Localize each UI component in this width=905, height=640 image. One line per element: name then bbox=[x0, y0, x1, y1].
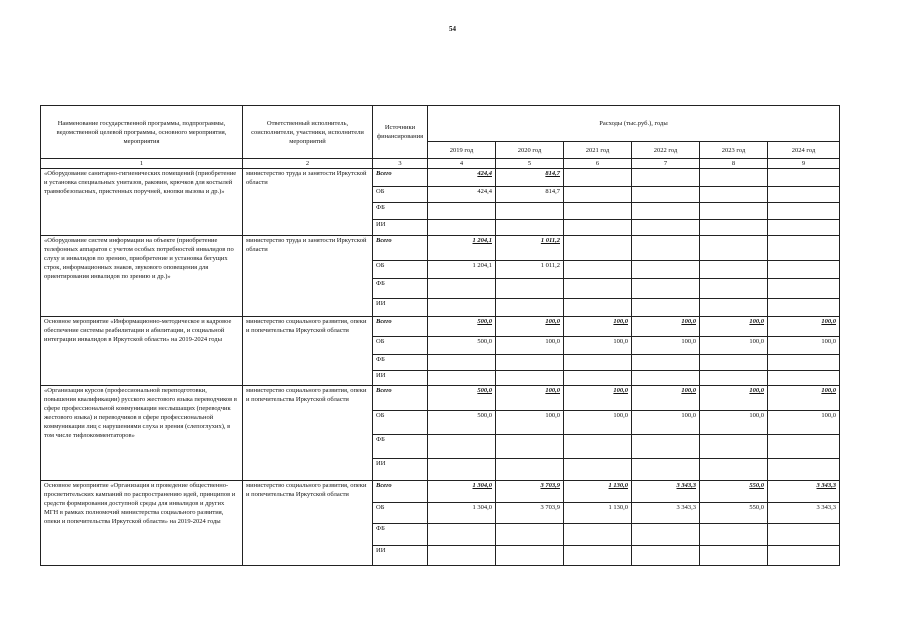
expense-value bbox=[496, 279, 564, 299]
expense-value bbox=[700, 299, 768, 317]
funding-source: ОБ bbox=[373, 503, 428, 524]
column-number: 8 bbox=[700, 159, 768, 169]
expense-value bbox=[632, 435, 700, 459]
expense-value bbox=[564, 187, 632, 203]
expense-value bbox=[428, 435, 496, 459]
column-number: 5 bbox=[496, 159, 564, 169]
expense-value bbox=[496, 371, 564, 386]
header-year: 2021 год bbox=[564, 142, 632, 159]
expense-value: 1 204,1 bbox=[428, 261, 496, 279]
expense-value bbox=[700, 371, 768, 386]
expense-value: 814,7 bbox=[496, 187, 564, 203]
expense-value bbox=[700, 279, 768, 299]
expense-value bbox=[564, 459, 632, 481]
expense-value bbox=[428, 459, 496, 481]
expense-value bbox=[632, 299, 700, 317]
expense-value: 100,0 bbox=[700, 317, 768, 337]
expense-value: 100,0 bbox=[564, 337, 632, 355]
table-row bbox=[41, 481, 840, 503]
expense-value bbox=[700, 236, 768, 261]
expense-value: 3 703,9 bbox=[496, 481, 564, 503]
expense-value bbox=[496, 459, 564, 481]
expense-value: 3 343,3 bbox=[632, 503, 700, 524]
column-number: 4 bbox=[428, 159, 496, 169]
expense-value bbox=[496, 203, 564, 220]
table-row bbox=[41, 236, 840, 261]
expense-value bbox=[632, 261, 700, 279]
executor-name: министерство труда и занятости Иркутской области bbox=[243, 169, 373, 236]
expense-value bbox=[768, 546, 840, 566]
funding-source: ФБ bbox=[373, 524, 428, 546]
column-number: 3 bbox=[373, 159, 428, 169]
expense-value: 1 130,0 bbox=[564, 481, 632, 503]
expense-value bbox=[428, 220, 496, 236]
expense-value: 424,4 bbox=[428, 187, 496, 203]
expense-value: 1 011,2 bbox=[496, 261, 564, 279]
page-number: 54 bbox=[449, 25, 456, 33]
expense-value: 3 343,3 bbox=[632, 481, 700, 503]
executor-name: министерство социального развития, опеки и попечительства Иркутской области bbox=[243, 386, 373, 481]
expense-value bbox=[632, 220, 700, 236]
header-year: 2022 год bbox=[632, 142, 700, 159]
expense-value: 1 304,0 bbox=[428, 481, 496, 503]
expense-value bbox=[564, 236, 632, 261]
expense-value bbox=[700, 355, 768, 371]
expense-value bbox=[428, 299, 496, 317]
expense-value bbox=[564, 435, 632, 459]
funding-source: Всего bbox=[373, 317, 428, 337]
expense-value bbox=[768, 459, 840, 481]
executor-name: министерство социального развития, опеки и попечительства Иркутской области bbox=[243, 481, 373, 566]
expense-value: 100,0 bbox=[632, 411, 700, 435]
column-number: 7 bbox=[632, 159, 700, 169]
executor-name: министерство социального развития, опеки и попечительства Иркутской области bbox=[243, 317, 373, 386]
column-number: 6 bbox=[564, 159, 632, 169]
expense-value bbox=[768, 435, 840, 459]
funding-source: ИИ bbox=[373, 459, 428, 481]
expense-value bbox=[564, 524, 632, 546]
funding-source: ОБ bbox=[373, 411, 428, 435]
expense-value: 1 011,2 bbox=[496, 236, 564, 261]
table-row bbox=[41, 317, 840, 337]
expense-value bbox=[496, 299, 564, 317]
expense-value: 1 304,0 bbox=[428, 503, 496, 524]
expense-value bbox=[428, 355, 496, 371]
funding-source: ОБ bbox=[373, 337, 428, 355]
expense-value bbox=[428, 524, 496, 546]
expense-value bbox=[700, 187, 768, 203]
table-row bbox=[41, 386, 840, 411]
funding-source: ФБ bbox=[373, 203, 428, 220]
expense-value: 500,0 bbox=[428, 411, 496, 435]
expense-value bbox=[564, 371, 632, 386]
header-expenses: Расходы (тыс.руб.), годы bbox=[428, 106, 840, 142]
expense-value bbox=[564, 546, 632, 566]
funding-source: ОБ bbox=[373, 261, 428, 279]
funding-source: ИИ bbox=[373, 371, 428, 386]
funding-source: Всего bbox=[373, 169, 428, 187]
header-year: 2019 год bbox=[428, 142, 496, 159]
funding-source: Всего bbox=[373, 481, 428, 503]
expense-value: 100,0 bbox=[700, 386, 768, 411]
column-number: 9 bbox=[768, 159, 840, 169]
expense-value bbox=[428, 279, 496, 299]
measure-name: Основное мероприятие «Организация и проведение общественно-просветительских кампаний по распространению идей, принципов и средств формирования доступной среды для инвалидов и других МГН в рамках полномочий министерства социального развития, опеки и попечительства Иркутской области» на 2019-2024 годы bbox=[41, 481, 243, 566]
expense-value bbox=[632, 236, 700, 261]
expense-value bbox=[768, 261, 840, 279]
expense-value bbox=[768, 187, 840, 203]
expense-value: 100,0 bbox=[496, 317, 564, 337]
column-number: 2 bbox=[243, 159, 373, 169]
expense-value bbox=[632, 355, 700, 371]
expense-value bbox=[564, 261, 632, 279]
expense-value bbox=[632, 524, 700, 546]
expense-value bbox=[768, 524, 840, 546]
expense-value bbox=[768, 220, 840, 236]
header-year: 2023 год bbox=[700, 142, 768, 159]
expense-value: 100,0 bbox=[496, 411, 564, 435]
funding-source: ОБ bbox=[373, 187, 428, 203]
expense-value: 100,0 bbox=[496, 386, 564, 411]
expense-value bbox=[768, 236, 840, 261]
expense-value bbox=[768, 299, 840, 317]
funding-source: ФБ bbox=[373, 355, 428, 371]
expense-value bbox=[700, 435, 768, 459]
expense-value: 100,0 bbox=[632, 337, 700, 355]
expense-value bbox=[632, 459, 700, 481]
expense-value: 550,0 bbox=[700, 503, 768, 524]
expense-value: 100,0 bbox=[768, 337, 840, 355]
expense-value: 3 343,3 bbox=[768, 503, 840, 524]
expense-value bbox=[700, 169, 768, 187]
funding-source: ФБ bbox=[373, 279, 428, 299]
expense-value: 550,0 bbox=[700, 481, 768, 503]
expense-value bbox=[564, 279, 632, 299]
expenses-table bbox=[40, 105, 840, 566]
expense-value: 100,0 bbox=[564, 317, 632, 337]
header-executor: Ответственный исполнитель, соисполнители, участники, исполнители мероприятий bbox=[243, 106, 373, 159]
expense-value: 100,0 bbox=[564, 386, 632, 411]
expense-value: 500,0 bbox=[428, 386, 496, 411]
expense-value: 3 343,3 bbox=[768, 481, 840, 503]
expense-value bbox=[768, 371, 840, 386]
expense-value bbox=[768, 279, 840, 299]
expense-value bbox=[768, 203, 840, 220]
expense-value bbox=[632, 371, 700, 386]
column-number: 1 bbox=[41, 159, 243, 169]
measure-name: «Оборудование санитарно-гигиенических помещений (приобретение и установка специальных унитазов, раковин, крючков для костылей травмобезопасных, пристенных поручней, кнопки вызова и др.)» bbox=[41, 169, 243, 236]
funding-source: ИИ bbox=[373, 299, 428, 317]
funding-source: ИИ bbox=[373, 546, 428, 566]
expense-value bbox=[632, 169, 700, 187]
expense-value bbox=[632, 203, 700, 220]
expense-value: 100,0 bbox=[564, 411, 632, 435]
expense-value bbox=[428, 371, 496, 386]
expense-value: 100,0 bbox=[632, 317, 700, 337]
expense-value bbox=[700, 220, 768, 236]
header-source: Источники финансирования bbox=[373, 106, 428, 159]
expense-value: 500,0 bbox=[428, 317, 496, 337]
funding-source: ИИ bbox=[373, 220, 428, 236]
expense-value bbox=[496, 524, 564, 546]
expense-value bbox=[768, 169, 840, 187]
expense-value: 100,0 bbox=[496, 337, 564, 355]
expense-value: 100,0 bbox=[632, 386, 700, 411]
expense-value: 100,0 bbox=[768, 386, 840, 411]
expense-value: 100,0 bbox=[768, 317, 840, 337]
expense-value bbox=[564, 169, 632, 187]
expense-value: 1 204,1 bbox=[428, 236, 496, 261]
expense-value bbox=[496, 546, 564, 566]
expense-value bbox=[700, 261, 768, 279]
expense-value bbox=[428, 203, 496, 220]
expense-value bbox=[496, 435, 564, 459]
expense-value bbox=[700, 546, 768, 566]
expense-value: 500,0 bbox=[428, 337, 496, 355]
expense-value bbox=[700, 524, 768, 546]
expense-value bbox=[632, 279, 700, 299]
expense-value bbox=[496, 220, 564, 236]
table-row bbox=[41, 169, 840, 187]
expense-value: 100,0 bbox=[768, 411, 840, 435]
header-year: 2020 год bbox=[496, 142, 564, 159]
expense-value bbox=[564, 220, 632, 236]
measure-name: «Организация курсов (профессиональной переподготовки, повышения квалификации) русского жестового языка переводчиков в сфере профессиональной коммуникации неслышащих (переводчик жестового языка) и переводчиков в сфере профессиональной коммуникации лиц с нарушениями слуха и зрения (слепоглухих), в том числе тифлокомментаторов» bbox=[41, 386, 243, 481]
expense-value: 424,4 bbox=[428, 169, 496, 187]
expense-value bbox=[632, 546, 700, 566]
expense-value bbox=[496, 355, 564, 371]
expense-value: 814,7 bbox=[496, 169, 564, 187]
expense-value bbox=[768, 355, 840, 371]
funding-source: Всего bbox=[373, 386, 428, 411]
expense-value: 100,0 bbox=[700, 337, 768, 355]
expense-value bbox=[564, 355, 632, 371]
expense-value bbox=[632, 187, 700, 203]
executor-name: министерство труда и занятости Иркутской области bbox=[243, 236, 373, 317]
header-name: Наименование государственной программы, подпрограммы, ведомственной целевой программы, основного мероприятия, мероприятия bbox=[41, 106, 243, 159]
funding-source: Всего bbox=[373, 236, 428, 261]
header-year: 2024 год bbox=[768, 142, 840, 159]
expense-value bbox=[428, 546, 496, 566]
expense-value bbox=[564, 299, 632, 317]
expense-value bbox=[564, 203, 632, 220]
expense-value: 100,0 bbox=[700, 411, 768, 435]
expense-value: 3 703,9 bbox=[496, 503, 564, 524]
expense-value: 1 130,0 bbox=[564, 503, 632, 524]
funding-source: ФБ bbox=[373, 435, 428, 459]
expense-value bbox=[700, 459, 768, 481]
expense-value bbox=[700, 203, 768, 220]
measure-name: Основное мероприятие «Информационно-методическое и кадровое обеспечение системы реабилитации и абилитации, и социальной интеграции инвалидов в Иркутской области» на 2019-2024 годы bbox=[41, 317, 243, 386]
measure-name: «Оборудование систем информации на объекте (приобретение телефонных аппаратов с учетом особых потребностей инвалидов по слуху и инвалидов по зрению, приобретение и установка бегущих строк, информационных знаков, звукового оповещения для ориентирования инвалидов по зрению и др.)» bbox=[41, 236, 243, 317]
